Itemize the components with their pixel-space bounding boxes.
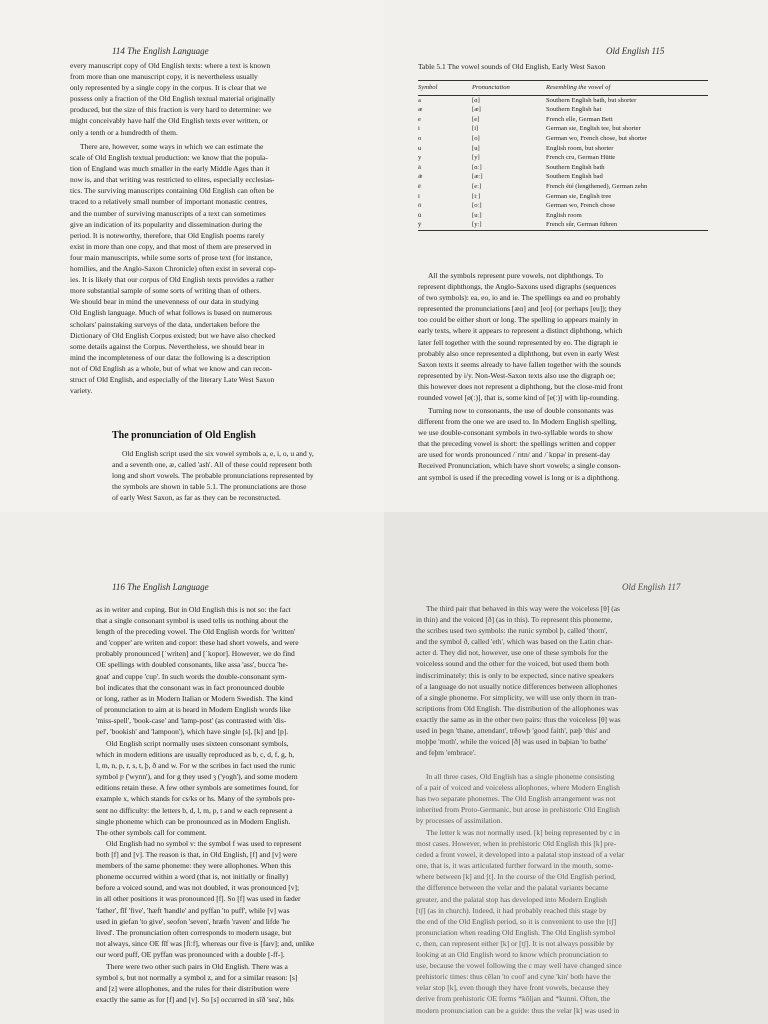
symbol-cell: i <box>418 125 420 133</box>
table-row <box>418 182 708 192</box>
page-115 <box>384 0 768 512</box>
pronunciation-cell: [oː] <box>472 202 482 210</box>
pronunciation-cell: [ɑː] <box>472 163 482 171</box>
column-header: Symbol <box>418 81 472 96</box>
body-paragraph: every manuscript copy of Old English texts: where a text is known from more than one manuscript copy, it is nevertheless usually only represented by a single copy in the corpus. It is clear that we possess only a fraction of the Old English textual material originally produced, but the size of this fraction is very hard to determine: we might conceivably have half the Old English texts ever written, or only a tenth or a hundredth of them. <box>70 61 275 137</box>
column-header: Pronunciation <box>472 81 546 96</box>
resembling-cell: French elle, German Bett <box>546 115 613 123</box>
resembling-cell: English room, but shorter <box>546 144 614 152</box>
body-paragraph: as in writer and coping. But in Old English this is not so: the fact that a single consonant symbol is used tells us nothing about the length of the preceding vowel. The Old English words for 'written' and 'copper' are writen and copor: these had short vowels, and were probably pronounced [ˈwriten] and [ˈkopor]. However, we do find OE spellings with doubled consonants, like assa 'ass', bucca 'he- goat' and cuppe 'cup'. In such words the double-consonant sym- bol indicates that the consonant was in fact pronounced double or long, rather as in Modern Italian or Modern Swedish. The kind of pronunciation to aim at is heard in Modern English words like 'miss-spell', 'book-case' and 'lamp-post' (as contrasted with 'dis- pel', 'bookish' and 'lampoon'), which have single [s], [k] and [p]. <box>96 605 299 737</box>
symbol-cell: ī <box>418 192 420 200</box>
pronunciation-cell: [uː] <box>472 211 482 219</box>
resembling-cell: German sie, English tee, but shorter <box>546 125 641 133</box>
body-paragraph: Old English had no symbol v: the symbol f was used to represent both [f] and [v]. The reason is that, in Old English, [f] and [v] were members of the same phoneme: they were allophones. When this phoneme occurred within a word (that is, not initially or finally) before a voiced sound, and was not doubled, it was pronounced [v]; in all other positions it was pronounced [f]. So [f] was used in fæder 'father', fīf 'five', 'hæft 'handle' and pyffan 'to puff', while [v] was used in giefan 'to give', seofon 'seven', hræfn 'raven' and lifde 'he lived'. The pronunciation often corresponds to modern usage, but not always, since OE fīf was [fiːf], whereas our five is [faɪv]; and, unlike our word puff, OE pyffan was pronounced with a double [-ff-]. <box>96 839 315 959</box>
symbol-cell: o <box>418 134 422 142</box>
body-paragraph: In all three cases, Old English has a single phoneme consisting of a pair of voiced and voiceless allophones, where Modern English has two separate phonemes. The Old English arrangement was not inherited from Proto-Germanic, but arose in prehistoric Old English by processes of assimilation. <box>416 772 620 826</box>
symbol-cell: ȳ <box>418 220 472 230</box>
table-row <box>418 163 708 173</box>
symbol-cell: æ <box>418 106 423 114</box>
symbol-cell: a <box>418 96 421 104</box>
pronunciation-cell: [i] <box>472 125 479 133</box>
resembling-cell: Southern English hat <box>546 106 602 114</box>
resembling-cell: French été (lengthened), German zehn <box>546 182 648 190</box>
page-header: 116 The English Language <box>112 582 209 592</box>
table-row <box>418 172 708 182</box>
pronunciation-cell: [ɑ] <box>472 96 480 104</box>
pronunciation-cell: [yː] <box>472 220 546 230</box>
page-116 <box>0 512 384 1024</box>
pronunciation-cell: [æː] <box>472 173 483 181</box>
table-row <box>418 144 708 154</box>
resembling-cell: Southern English bad <box>546 173 603 181</box>
table-row <box>418 211 708 221</box>
pronunciation-cell: [æ] <box>472 106 481 114</box>
pronunciation-cell: [u] <box>472 144 480 152</box>
pronunciation-cell: [y] <box>472 154 480 162</box>
page-117 <box>384 512 768 1024</box>
body-paragraph: Turning now to consonants, the use of double consonants was different from the one we are used to. In Modern English spelling, we use double-consonant symbols in two-syllable words to show that the preceding vowel is short: the spellings written and copper are used for words pronounced /ˈrɪtn/ and /ˈkɒpə/ in present-day Received Pronunciation, which have short vowels; a single conson- ant symbol is used if the preceding vowel is long or is a diphthong. <box>418 406 621 482</box>
pronunciation-cell: [eː] <box>472 182 482 190</box>
table-caption: Table 5.1 The vowel sounds of Old English, Early West Saxon <box>418 62 606 71</box>
resembling-cell: Southern English bath, but shorter <box>546 96 637 104</box>
symbol-cell: ē <box>418 182 421 190</box>
body-paragraph: There were two other such pairs in Old English. There was a symbol s, but not normally a symbol z, and for a similar reason: [s] and [z] were allophones, and the rules for their distribution were exactly the same as for [f] and [v]. So [s] occurred in sīð 'sea', hūs <box>96 962 298 1005</box>
pronunciation-cell: [o] <box>472 134 480 142</box>
symbol-cell: ū <box>418 211 422 219</box>
table-header-row <box>418 81 708 96</box>
page-header: Old English 115 <box>606 46 665 56</box>
resembling-cell: English room <box>546 211 582 219</box>
resembling-cell: German sie, English tree <box>546 192 612 200</box>
page-header: Old English 117 <box>622 582 681 592</box>
symbol-cell: ō <box>418 202 422 210</box>
pronunciation-cell: [e] <box>472 115 480 123</box>
body-paragraph: Old English script used the six vowel symbols a, e, i, o, u and y, and a seventh one, æ, called 'ash'. All of these could represent both long and short vowels. The probable pronunciations represented by the symbols are shown in table 5.1. The pronunciations are those of early West Saxon, as far as they can be reconstructed. <box>112 449 314 503</box>
table-row <box>418 134 708 144</box>
page-header: 114 The English Language <box>112 46 209 56</box>
table-row <box>418 105 708 115</box>
body-paragraph: All the symbols represent pure vowels, not diphthongs. To represent diphthongs, the Anglo-Saxons used digraphs (sequences of two symbols): ea, eo, io and ie. The spellings ea and eo probably represented the pronunciations [æɑ] and [eo] (or perhaps [eu]); they too could be either short or long. The spelling io appears mainly in early texts, where it appears to represent a distinct diphthong, which later fell together with the sound represented by eo. The digraph ie probably also once represented a diphthong, but even in early West Saxon texts it seems already to have fallen together with the sounds represented by i/y. Non-West-Saxon texts also use the digraph oe; this however does not represent a diphthong, but the close-mid front rounded vowel [ø(ː)], that is, some kind of [e(ː)] with lip-rounding. <box>418 271 623 403</box>
resembling-cell: French sûr, German führen <box>546 220 708 230</box>
symbol-cell: u <box>418 144 422 152</box>
resembling-cell: French cru, German Hütte <box>546 154 616 162</box>
resembling-cell: Southern English bath <box>546 163 605 171</box>
resembling-cell: German wo, French chose <box>546 202 616 210</box>
table-row <box>418 95 708 105</box>
table-row <box>418 153 708 163</box>
symbol-cell: y <box>418 154 422 162</box>
table-row <box>418 220 708 230</box>
table-row <box>418 192 708 202</box>
column-header: Resembling the vowel of <box>546 81 708 96</box>
body-paragraph: The letter k was not normally used. [k] being represented by c in most cases. However, when in prehistoric Old English this [k] pre- ceded a front vowel, it developed into a palatal stop instead of a velar one, that is, it was articulated further forward in the mouth, some- where between [k] and [t]. In the course of the Old English period, the difference between the velar and the palatal variants became greater, and the palatal stop has developed into Modern English [tʃ] (as in church). Indeed, it had probably reached this stage by the end of the Old English period, so it is convenient to use the [tʃ] pronunciation when reading Old English. The Old English symbol c, then, can represent either [k] or [tʃ]. It is not always possible by looking at an Old English word to know which pronunciation to use, because the vowel following the c may well have changed since prehistoric times: thus cēlan 'to cool' and cyne 'kin' both have the velar stop [k], even though they have front vowels, because they derive from prehistoric OE forms *kōljan and *kunni. Often, the modern pronunciation can be a guide: thus the velar [k] was used in <box>416 828 625 1015</box>
table-row <box>418 124 708 134</box>
table-row <box>418 201 708 211</box>
symbol-cell: e <box>418 115 421 123</box>
pronunciation-cell: [iː] <box>472 192 481 200</box>
section-heading: The pronunciation of Old English <box>112 430 256 441</box>
resembling-cell: German wo, French chose, but shorter <box>546 134 647 142</box>
symbol-cell: ǣ <box>418 173 423 181</box>
page-114 <box>0 0 384 512</box>
vowel-table <box>418 80 708 231</box>
body-paragraph: Old English script normally uses sixteen consonant symbols, which in modern editions are usually reproduced as b, c, d, f, g, h, l, m, n, p, r, s, t, þ, ð and w. For w the scribes in fact used the runic symbol ƿ ('wynn'), and for g they used ȝ ('yogh'), and some modern editions retain these. A few other symbols are sometimes found, for example x, which stands for cs/ks or hs. Many of the symbols pre- sent no difficulty: the letters b, d, l, m, p, t and w each represent a single phoneme which can be pronounced as in Modern English. The other symbols call for comment. <box>96 739 299 837</box>
table-row <box>418 115 708 125</box>
symbol-cell: ā <box>418 163 421 171</box>
body-paragraph: There are, however, some ways in which we can estimate the scale of Old English textual production: we know that the popula- tion of England was much smaller in the early Middle Ages than it now is, and that writing was restricted to elites, especially ecclesias- tics. The surviving manuscripts containing Old English can often be traced to a relatively small number of important monastic centres, and the number of surviving manuscripts of a text can sometimes give an indication of its popularity and dissemination during the period. It is noteworthy, therefore, that Old English poems rarely exist in more than one copy, and that most of them are preserved in four main manuscripts, while some sorts of prose text (for instance, homilies, and the Anglo-Saxon Chronicle) often exist in several cop- ies. It is likely that our corpus of Old English texts provides a rather more substantial sample of some sorts of writing than of others. We should bear in mind the unevenness of our data in studying Old English language. Much of what follows is based on numerous scholars' painstaking surveys of the data, undertaken before the Dictionary of Old English Corpus existed; but we have also checked some details against the Corpus. Nevertheless, we should bear in mind the incompleteness of our data: the following is a description not of Old English as a whole, but of what we know and can recon- struct of Old English, and especially of the literary Late West Saxon variety. <box>70 142 277 396</box>
body-paragraph: The third pair that behaved in this way were the voiceless [θ] (as in thin) and the voiced [ð] (as in this). To represent this phoneme, the scribes used two symbols: the runic symbol þ, called 'thorn', and the symbol ð, called 'eth', which was based on the Latin char- acter d. They did not, however, use one of these symbols for the voiceless sound and the other for the voiced, but used them both indiscriminately; this is only to be expected, since native speakers of a language do not usually notice differences between allophones of a single phoneme. For simplicity, we will use only thorn in tran- scriptions from Old English. The distribution of the allophones was exactly the same as in the other two pairs: thus the voiceless [θ] was used in þegn 'thane, attendant', trēowþ 'good faith', pæþ 'this' and moþþe 'moth', while the voiced [ð] was used in baþian 'to bathe' and feþm 'embrace'. <box>416 604 621 758</box>
